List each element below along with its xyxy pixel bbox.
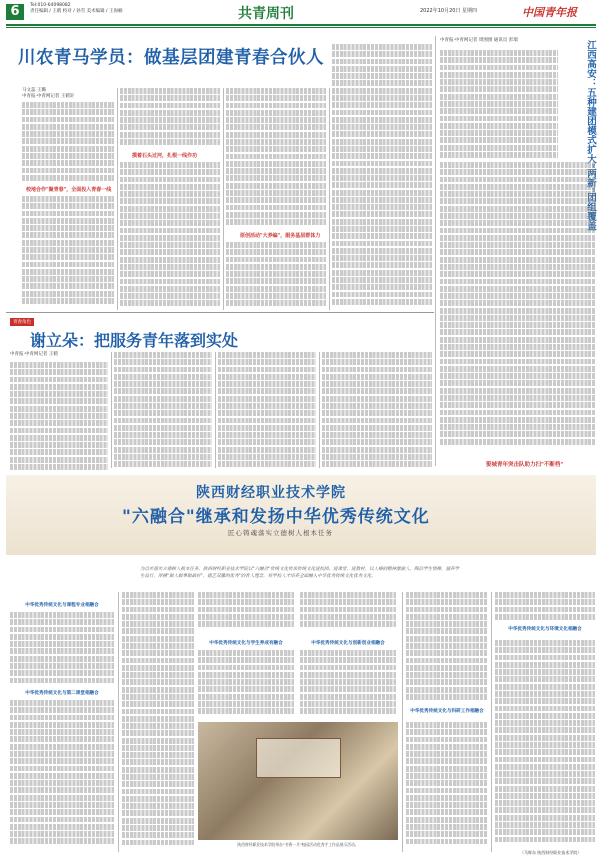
column-divider	[111, 352, 112, 468]
right-article-text-2	[440, 162, 596, 452]
section-head-1: 中华优秀传统文化与课程专业相融合	[25, 603, 99, 608]
bottom-col5-text-2	[406, 722, 488, 850]
section-head-2: 中华优秀传统文化与第二课堂相融合	[25, 691, 99, 696]
header-phone: Tel:010-64098082	[30, 3, 71, 8]
section-head-5: 中华优秀传统文化与科研工作相融合	[410, 709, 484, 714]
section-head-3: 中华优秀传统文化与学生养成有融合	[209, 641, 283, 646]
article1-byline-reporter: 中青报·中青网记者 王鹤轩	[22, 94, 75, 99]
article2-col1-text	[10, 362, 108, 470]
article1-subhead-3: 原创活动"大养编"，服务基层群体力	[240, 233, 321, 239]
article1-title: 川农青马学员：做基层团建青春合伙人	[18, 48, 324, 68]
bottom-col4-text-1	[300, 592, 396, 632]
article1-subhead-1: 校地合作"聚青春"，全面投入青春一线	[26, 187, 112, 193]
column-divider	[319, 352, 320, 468]
column-divider	[491, 592, 492, 852]
section-head-4: 中华优秀传统文化与创新创业相融合	[311, 641, 385, 646]
bottom-col3-text-1	[198, 592, 294, 632]
banner-title-main: "六融合"继承和发扬中华优秀传统文化	[122, 507, 430, 527]
column-divider	[117, 88, 118, 310]
article2-byline: 中青报·中青网记者 王鹤	[10, 352, 58, 357]
page-number: 6	[6, 4, 24, 20]
article1-col2-text	[120, 88, 220, 150]
header-editors: 责任编辑 / 王鹤 校对 / 孙雪 美术编辑 / 王海楠	[30, 9, 123, 14]
article1-byline-authors: 马文蕊 王璐	[22, 88, 46, 93]
article2-tag: 青春角色	[10, 318, 34, 326]
banner-lead: 为以实落实立德树人根本任务，陕西财经职业技术学院以"六融合"传统文化传承传统文化进校园、进课堂、进教材，以人格的精神激励人，陶冶学生情操，涵养学生品行，厚植"做人做事做最好"、德艺双馨的优秀"的育人理念，将学校人才培养全面融入中华优秀传统文化优秀文化。	[140, 567, 460, 579]
header-rule-thin	[6, 27, 596, 28]
article1-col3-text	[226, 88, 326, 228]
bottom-col3-text-2	[198, 650, 294, 718]
issue-date: 2022年10月20日 星期四	[420, 8, 478, 14]
column-divider	[402, 592, 403, 852]
bottom-col4-text-2	[300, 650, 396, 718]
article1-subhead-2: 摸着石头过河，扎根一线作功	[132, 153, 198, 159]
right-article-title: 江西高安：五种建团模式扩大"两新"团组覆盖	[585, 40, 596, 231]
banner-title-school: 陕西财经职业技术学院	[196, 485, 346, 501]
newspaper-logo: 中国青年报	[522, 6, 577, 19]
bottom-col1-text-2	[10, 700, 114, 850]
article1-byline	[22, 88, 74, 100]
article2-col4-text	[322, 352, 432, 468]
bottom-col6-text-1	[495, 592, 595, 622]
bottom-col5-text-1	[406, 592, 488, 704]
section-title: 共青周刊	[238, 6, 294, 22]
header-info	[30, 3, 123, 15]
header-rule	[6, 24, 596, 26]
article1-col1-text-2	[22, 196, 114, 310]
article2-col2-text	[114, 352, 212, 468]
bottom-col1-text-1	[10, 612, 114, 684]
banner-subtitle: 匠心铸魂落实立德树人根本任务	[228, 529, 333, 537]
bottom-col6-text-2	[495, 640, 595, 846]
right-article-byline: 中青报·中青网记者 周围围 通讯员 彭瑞	[440, 38, 518, 43]
article1-col1-text	[22, 102, 114, 182]
right-article2-title: 娶城青年突击队助力扫"不断档"	[486, 462, 564, 468]
column-divider	[118, 592, 119, 852]
article1-col4-text	[332, 44, 432, 310]
article1-col2-text-2	[120, 162, 220, 310]
article2-col3-text	[218, 352, 316, 468]
column-divider	[435, 36, 436, 466]
section-divider	[6, 312, 434, 313]
bottom-col2-text	[122, 592, 194, 850]
column-divider	[223, 88, 224, 310]
right-article-text-1	[440, 50, 558, 160]
photo-caption: 陕西财经职业技术学院举办"书香一月"校园活动优秀手工作品展示活动。	[237, 842, 359, 847]
column-divider	[215, 352, 216, 468]
section-head-6: 中华优秀传统文化与环境文化相融合	[508, 627, 582, 632]
article-footer-source: （马辉东 陕西财经职业技术学院）	[520, 850, 582, 855]
article1-col3-text-2	[226, 242, 326, 310]
column-divider	[329, 88, 330, 310]
calligraphy-scroll	[256, 738, 341, 778]
article2-title: 谢立朵：把服务青年落到实处	[30, 331, 239, 350]
